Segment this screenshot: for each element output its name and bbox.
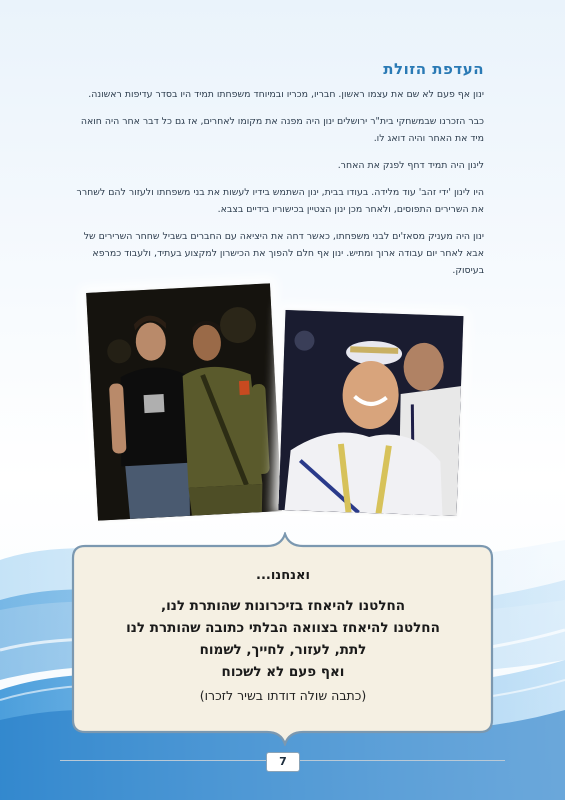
photo-two-young-men (86, 283, 282, 520)
paragraph-1: ינון אף פעם לא שם את עצמו ראשון. חבריו, מכריו ובמיוחד משפחתו תמיד היו בסדר עדיפות ראשונה. (88, 89, 484, 100)
callout-line-4: ואף פעם לא לשכוח (221, 664, 345, 680)
main-text-column (72, 60, 484, 289)
callout-line-1: החלטנו להיאחז בזיכרונות שהותרת לנו, (160, 598, 406, 614)
photo-right-drawing (279, 310, 464, 516)
page-number: 7 (266, 752, 300, 772)
callout-heading: ואנחנו... (256, 568, 310, 583)
paragraph-2: כבר הזכרנו שבמשחקי בית"ר ירושלים ינון היה מפנה את מקומו לאחרים, אז גם כל דבר אחר היה חואה מיד את האחר והיה דואג לו. (80, 116, 484, 144)
callout-line-3: לתת, לעזור, לחייך, לשמוח (199, 642, 367, 658)
callout-caption: (כתבה שולה דודתו בשיר לזכרו) (199, 688, 367, 703)
paragraph-4: היו לינון 'ידי זהב' עוד מלידה. בעודו בבית, ינון השתמש בידיו לעשות את בני משפחתו ולעזור להם לשחרר את השרירים התפוסים, ולאחר מכן ינון הצטיין בכישוריו בידיים בצבא. (76, 187, 484, 215)
section-title: העדפת הזולת (383, 60, 484, 78)
quote-callout-text (80, 568, 486, 707)
photo-left-drawing (86, 283, 282, 520)
photo-boy-in-tallit (279, 310, 464, 516)
paragraph-3: לינון היה תמיד דחף לפנק את האחר. (337, 160, 484, 171)
paragraph-5: ינון היה מעניק מסאז'ים לבני משפחתו, כאשר דחה את היציאה עם החברים בשביל שחחר השרירים של אבא לאחר יום עבודה ארוך ומתיש. ינון אף חלם להפוך את הכישרון למקצוע בעתיד, ולעבוד כמרפא בעיסוק. (83, 231, 484, 276)
callout-line-2: החלטנו להיאחז בצוואה הבלתי כתובה שהותרת לנו (126, 620, 440, 636)
